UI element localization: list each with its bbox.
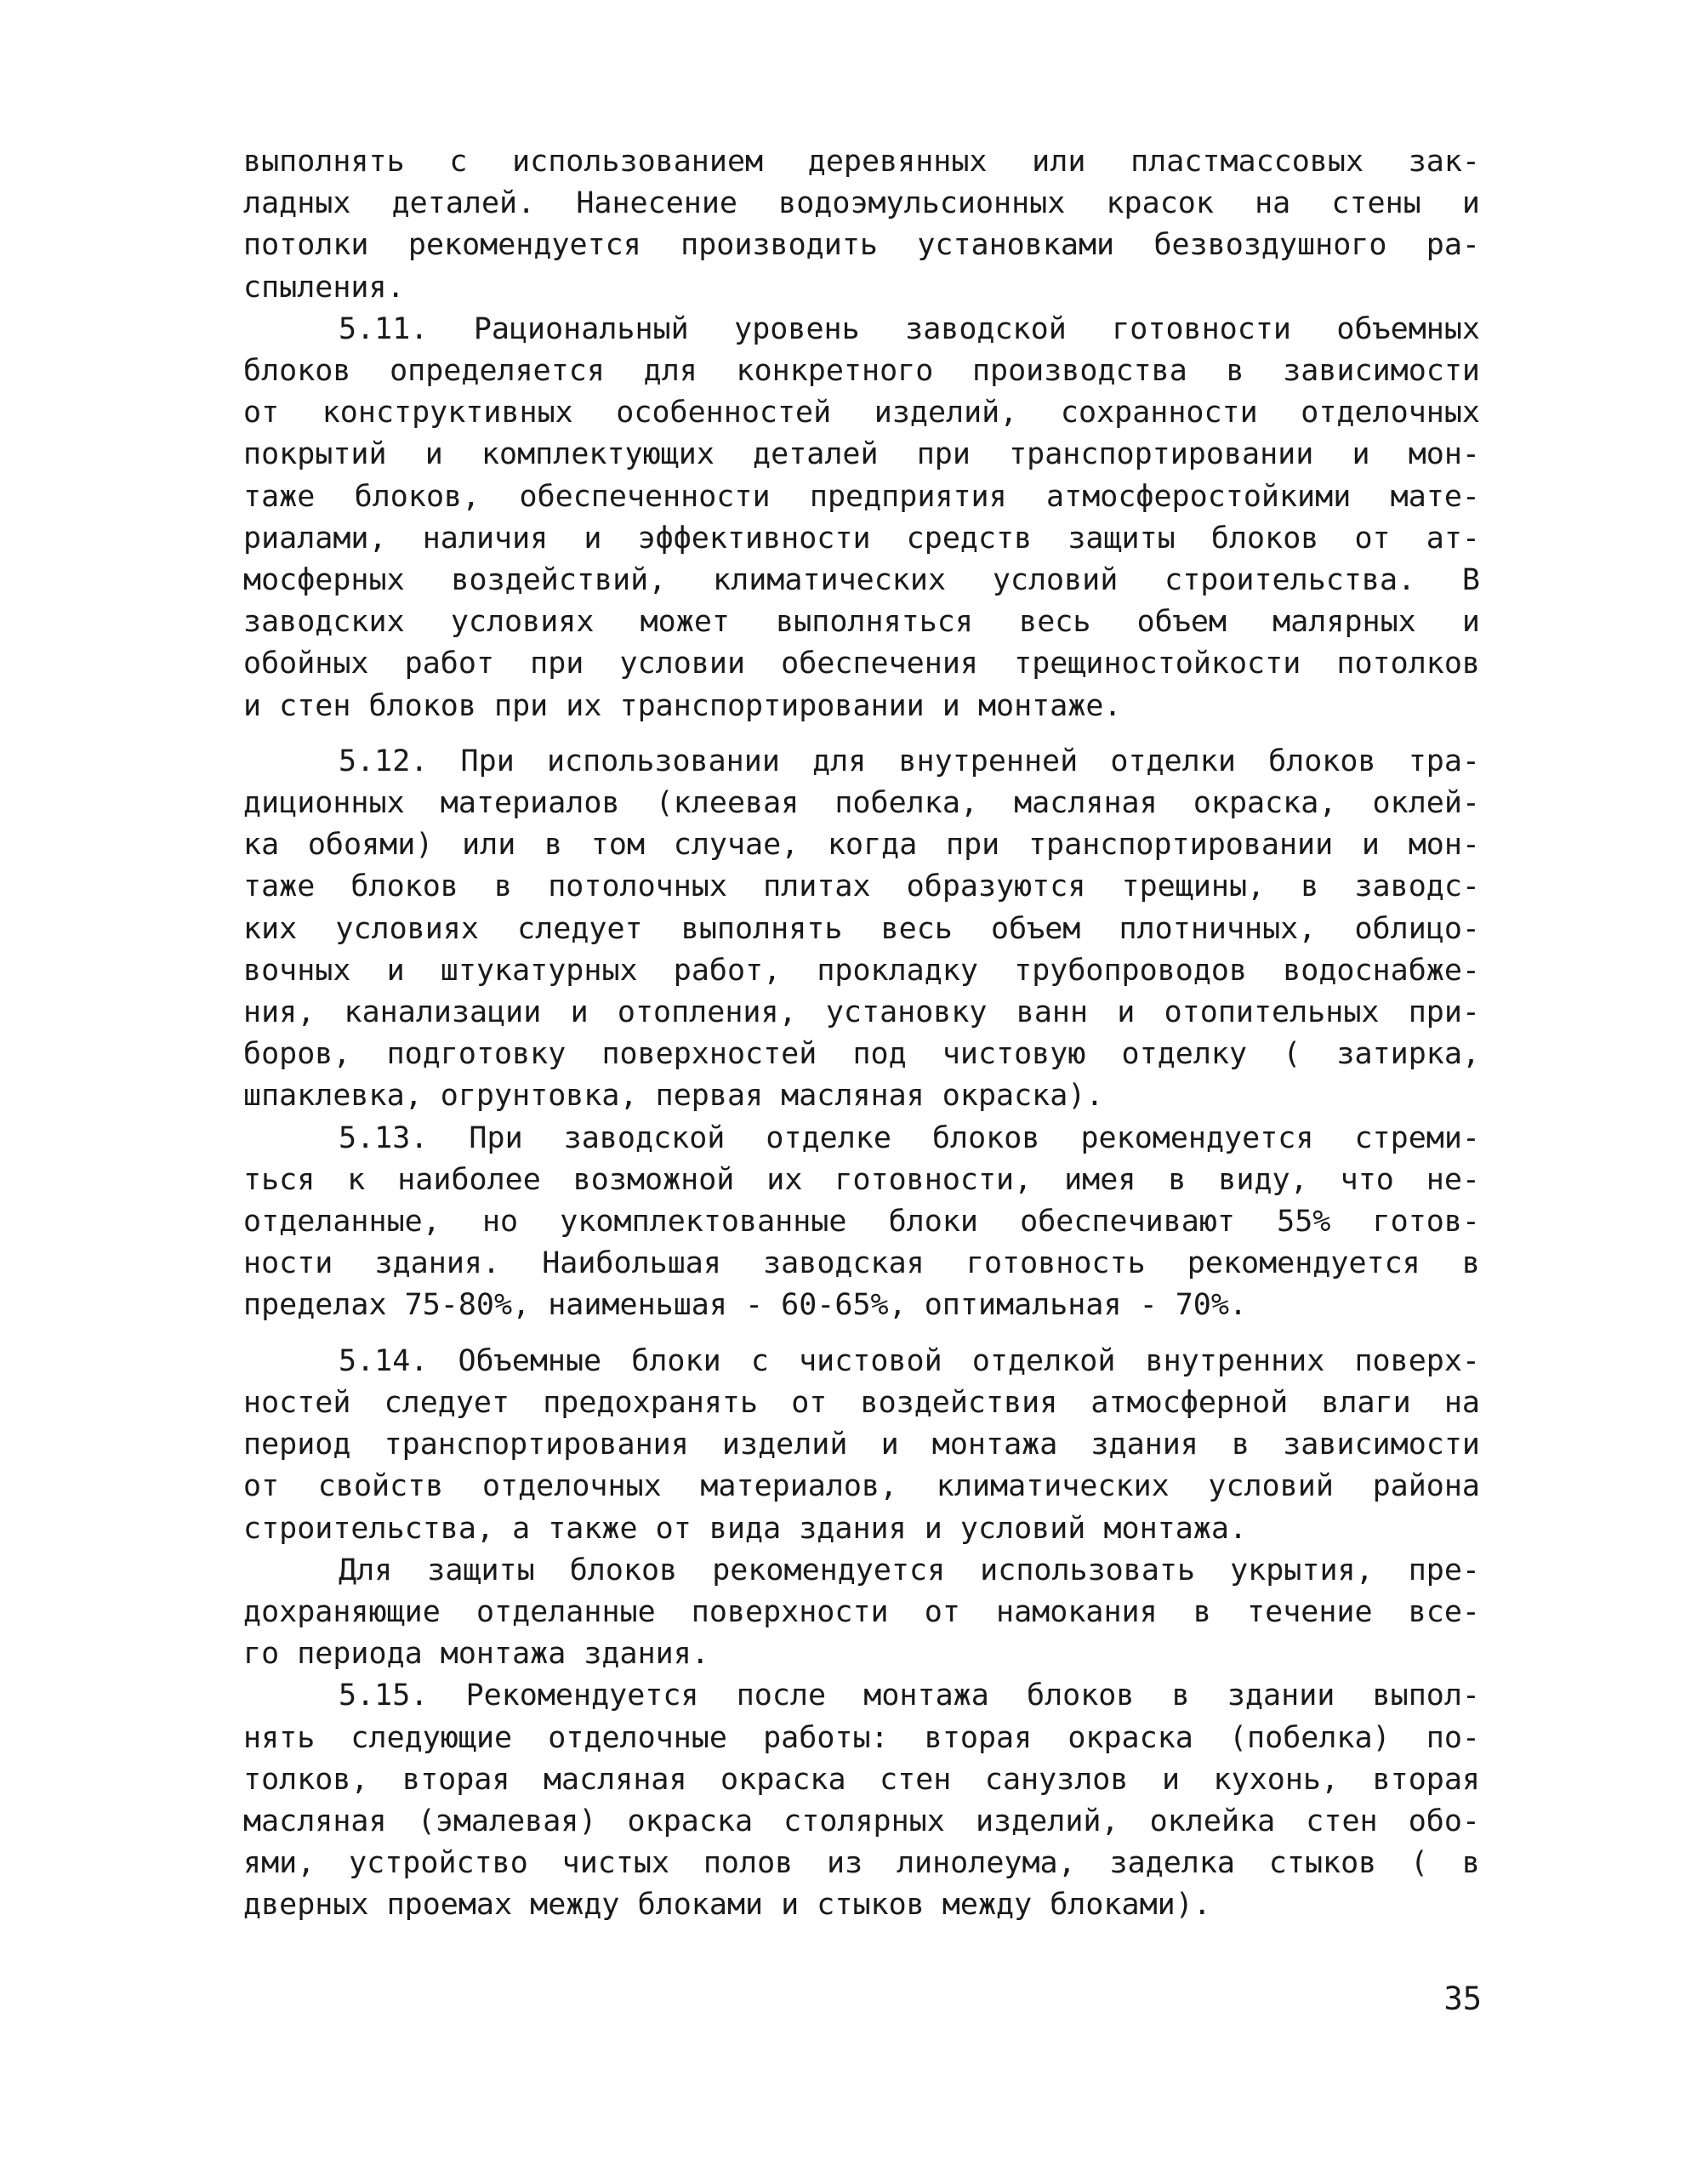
text-line: боров, подготовку поверхностей под чистовую отделку ( затирка,: [243, 1037, 1480, 1072]
text-line: обойных работ при условии обеспечения трещиностойкости потолков: [243, 647, 1480, 681]
paragraph-5-12: [243, 741, 1480, 1118]
text-line: ностей следует предохранять от воздействия атмосферной влаги на: [243, 1385, 1480, 1420]
text-line: заводских условиях может выполняться весь объем малярных и: [243, 605, 1480, 640]
text-line: риалами, наличия и эффективности средств защиты блоков от ат-: [243, 521, 1480, 556]
text-line: дохраняющие отделанные поверхности от намокания в течение все-: [243, 1594, 1480, 1629]
text-line: Для защиты блоков рекомендуется использовать укрытия, пре-: [339, 1553, 1480, 1587]
paragraph-continuation: [243, 141, 1480, 309]
text-line: ких условиях следует выполнять весь объем плотничных, облицо-: [243, 911, 1480, 946]
paragraph-5-15: [243, 1675, 1480, 1926]
text-line: шпаклевка, огрунтовка, первая масляная окраска).: [243, 1079, 1104, 1114]
text-line: вочных и штукатурных работ, прокладку трубопроводов водоснабже-: [243, 953, 1480, 988]
text-line: го периода монтажа здания.: [243, 1637, 709, 1672]
text-line: масляная (эмалевая) окраска столярных изделий, оклейка стен обо-: [243, 1804, 1480, 1838]
paragraph-protection: [243, 1550, 1480, 1676]
text-line: дверных проемах между блоками и стыков между блоками).: [243, 1888, 1211, 1923]
text-line: потолки рекомендуется производить установками безвоздушного ра-: [243, 228, 1480, 263]
paragraph-5-13: [243, 1118, 1480, 1327]
text-line: 5.13. При заводской отделке блоков рекомендуется стреми-: [339, 1120, 1480, 1155]
text-line: и стен блоков при их транспортировании и монтаже.: [243, 688, 1122, 723]
paragraph-5-11: [243, 309, 1480, 727]
text-line: ями, устройство чистых полов из линолеума, заделка стыков ( в: [243, 1846, 1480, 1881]
page-number: 35: [1443, 1980, 1482, 2017]
text-line: 5.14. Объемные блоки с чистовой отделкой внутренних поверх-: [339, 1343, 1480, 1378]
text-line: 5.12. При использовании для внутренней отделки блоков тра-: [339, 744, 1480, 778]
text-line: выполнять с использованием деревянных или пластмассовых зак-: [243, 145, 1480, 179]
text-line: 5.15. Рекомендуется после монтажа блоков в здании выпол-: [339, 1678, 1480, 1713]
text-line: таже блоков в потолочных плитах образуются трещины, в заводс-: [243, 869, 1480, 904]
text-line: от конструктивных особенностей изделий, сохранности отделочных: [243, 396, 1480, 430]
text-line: таже блоков, обеспеченности предприятия атмосферостойкими мате-: [243, 479, 1480, 514]
text-line: толков, вторая масляная окраска стен санузлов и кухонь, вторая: [243, 1762, 1480, 1797]
text-line: спыления.: [243, 270, 405, 305]
text-line: ности здания. Наибольшая заводская готовность рекомендуется в: [243, 1246, 1480, 1281]
text-line: покрытий и комплектующих деталей при транспортировании и мон-: [243, 437, 1480, 472]
text-line: ладных деталей. Нанесение водоэмульсионных красок на стены и: [243, 186, 1480, 221]
text-line: диционных материалов (клеевая побелка, масляная окраска, оклей-: [243, 786, 1480, 821]
paragraph-5-14: [243, 1341, 1480, 1550]
text-line: ться к наиболее возможной их готовности, имея в виду, что не-: [243, 1162, 1480, 1197]
text-line: отделанные, но укомплектованные блоки обеспечивают 55% готов-: [243, 1205, 1480, 1240]
text-line: от свойств отделочных материалов, климатических условий района: [243, 1469, 1480, 1504]
text-line: период транспортирования изделий и монтажа здания в зависимости: [243, 1428, 1480, 1462]
text-line: ка обоями) или в том случае, когда при транспортировании и мон-: [243, 828, 1480, 863]
text-line: мосферных воздействий, климатических условий строительства. В: [243, 563, 1480, 598]
text-line: 5.11. Рациональный уровень заводской готовности объемных: [339, 311, 1480, 346]
text-line: пределах 75-80%, наименьшая - 60-65%, оптимальная - 70%.: [243, 1288, 1248, 1323]
text-line: ния, канализации и отопления, установку ванн и отопительных при-: [243, 995, 1480, 1030]
text-line: строительства, а также от вида здания и условий монтажа.: [243, 1511, 1248, 1546]
text-line: блоков определяется для конкретного производства в зависимости: [243, 354, 1480, 389]
text-line: нять следующие отделочные работы: вторая окраска (побелка) по-: [243, 1720, 1480, 1755]
body-text: [243, 141, 1480, 1927]
